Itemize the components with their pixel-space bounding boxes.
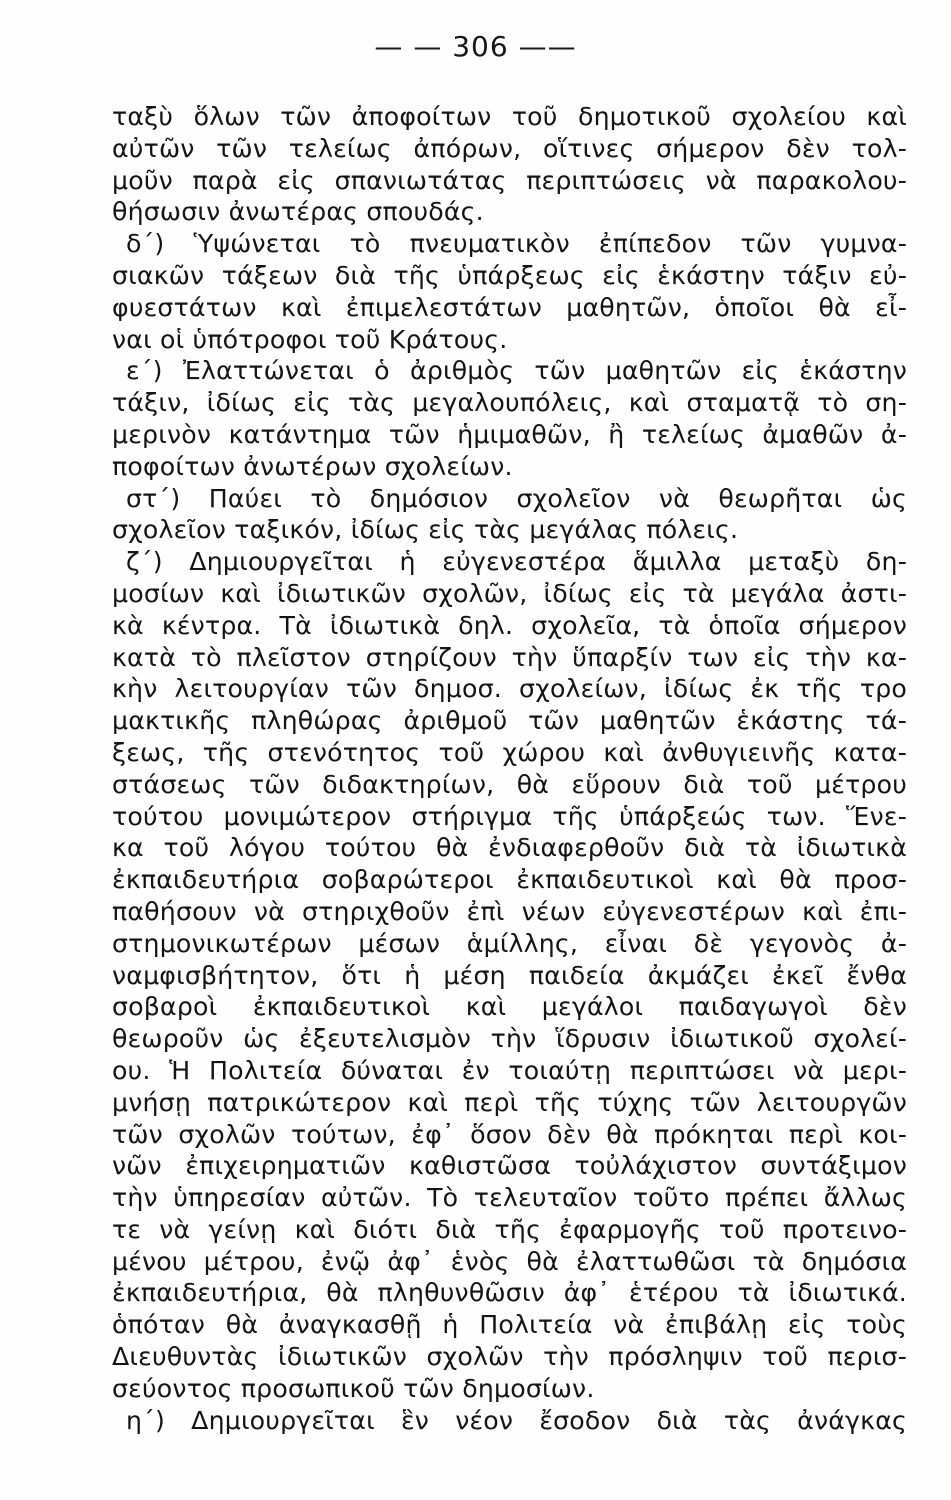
text-line: ξεως, τῆς στενότητος τοῦ χώρου καὶ ἀνθυγιεινῆς κατα- [112,737,907,767]
text-line: σχολεῖον ταξικόν, ἰδίως εἰς τὰς μεγάλας πόλεις. [112,515,739,545]
text-line: αὐτῶν τῶν τελείως ἀπόρων, οἵτινες σήμερον δὲν τολ- [112,133,907,163]
text-line: κατὰ τὸ πλεῖστον στηρίζουν τὴν ὕπαρξίν των εἰς τὴν κα- [112,642,907,672]
text-line: μνήσῃ πατρικώτερον καὶ περὶ τῆς τύχης τῶν λειτουργῶν [112,1087,907,1117]
text-line: μένου μέτρου, ἐνῷ ἀφ᾽ ἑνὸς θὰ ἐλαττωθῶσι τὰ δημόσια [112,1246,907,1276]
text-line: σεύοντος προσωπικοῦ τῶν δημοσίων. [112,1373,595,1403]
text-line: κὰ κέντρα. Τὰ ἰδιωτικὰ δηλ. σχολεῖα, τὰ ὁποῖα σήμερον [112,610,907,640]
text-line: ζ΄) Δημιουργεῖται ἡ εὐγενεστέρα ἅμιλλα μεταξὺ δη- [126,547,907,577]
text-line: νῶν ἐπιχειρηματιῶν καθιστῶσα τοὐλάχιστον συντάξιμον [112,1151,907,1181]
text-line: ἐκπαιδευτήρια σοβαρώτεροι ἐκπαιδευτικοὶ καὶ θὰ προσ- [112,865,907,895]
body-text [112,101,907,1436]
text-line: τούτου μονιμώτερον στήριγμα τῆς ὑπάρξεώς των. Ἕνε- [112,801,907,831]
page-number: — — 306 —— [374,30,577,63]
text-line: τῶν σχολῶν τούτων, ἐφ᾽ ὅσον δὲν θὰ πρόκηται περὶ κοι- [112,1119,907,1149]
text-line: στ΄) Παύει τὸ δημόσιον σχολεῖον νὰ θεωρῆται ὡς [126,483,907,513]
text-line: μερινὸν κατάντημα τῶν ἡμιμαθῶν, ἢ τελείως ἀμαθῶν ἀ- [112,419,907,449]
text-line: μακτικῆς πληθώρας ἀριθμοῦ τῶν μαθητῶν ἑκάστης τά- [112,706,907,736]
text-line: τὴν ὑπηρεσίαν αὐτῶν. Τὸ τελευταῖον τοῦτο πρέπει ἄλλως [112,1183,907,1213]
text-line: δ΄) Ὑψώνεται τὸ πνευματικὸν ἐπίπεδον τῶν γυμνα- [126,229,907,259]
text-line: σοβαροὶ ἐκπαιδευτικοὶ καὶ μεγάλοι παιδαγωγοὶ δὲν [112,992,907,1022]
text-line: τάξιν, ἰδίως εἰς τὰς μεγαλουπόλεις, καὶ σταματᾷ τὸ ση- [112,388,907,418]
text-line: θεωροῦν ὡς ἐξευτελισμὸν τὴν ἵδρυσιν ἰδιωτικοῦ σχολεί- [112,1024,907,1054]
text-line: τε νὰ γείνῃ καὶ διότι διὰ τῆς ἐφαρμογῆς τοῦ προτεινο- [112,1214,907,1244]
text-line: μοσίων καὶ ἰδιωτικῶν σχολῶν, ἰδίως εἰς τὰ μεγάλα ἀστι- [112,578,907,608]
text-line: ὁπόταν θὰ ἀναγκασθῇ ἡ Πολιτεία νὰ ἐπιβάλῃ εἰς τοὺς [112,1310,907,1340]
text-line: ποφοίτων ἀνωτέρων σχολείων. [112,451,513,481]
text-line: παθήσουν νὰ στηριχθοῦν ἐπὶ νέων εὐγενεστέρων καὶ ἐπι- [112,896,907,926]
text-line: θήσωσιν ἀνωτέρας σπουδάς. [112,197,484,227]
text-line: κὴν λειτουργίαν τῶν δημοσ. σχολείων, ἰδίως ἐκ τῆς τρο [112,674,907,704]
text-line: στημονικωτέρων μέσων ἁμίλλης, εἶναι δὲ γεγονὸς ἀ- [112,928,907,958]
text-line: Διευθυντὰς ἰδιωτικῶν σχολῶν τὴν πρόσληψιν τοῦ περισ- [112,1342,907,1372]
text-line: φυεστάτων καὶ ἐπιμελεστάτων μαθητῶν, ὁποῖοι θὰ εἶ- [112,292,907,322]
text-line: ναμφισβήτητον, ὅτι ἡ μέση παιδεία ἀκμάζει ἐκεῖ ἔνθα [112,960,907,990]
text-line: στάσεως τῶν διδακτηρίων, θὰ εὕρουν διὰ τοῦ μέτρου [112,769,907,799]
text-line: κα τοῦ λόγου τούτου θὰ ἐνδιαφερθοῦν διὰ τὰ ἰδιωτικὰ [112,833,907,863]
text-line: ταξὺ ὅλων τῶν ἀποφοίτων τοῦ δημοτικοῦ σχολείου καὶ [112,102,907,131]
text-line: ου. Ἡ Πολιτεία δύναται ἐν τοιαύτῃ περιπτώσει νὰ μερι- [112,1055,907,1085]
text-line: ναι οἱ ὑπότροφοι τοῦ Κράτους. [112,324,508,354]
text-line: μοῦν παρὰ εἰς σπανιωτάτας περιπτώσεις νὰ παρακολου- [112,165,907,195]
text-line: ε΄) Ἐλαττώνεται ὁ ἀριθμὸς τῶν μαθητῶν εἰς ἑκάστην [126,356,907,386]
text-line: η΄) Δημιουργεῖται ἓν νέον ἔσοδον διὰ τὰς ἀνάγκας [126,1405,907,1435]
text-line: σιακῶν τάξεων διὰ τῆς ὑπάρξεως εἰς ἑκάστην τάξιν εὐ- [112,260,907,290]
text-line: ἐκπαιδευτήρια, θὰ πληθυνθῶσιν ἀφ᾽ ἑτέρου τὰ ἰδιωτικά. [112,1278,907,1308]
